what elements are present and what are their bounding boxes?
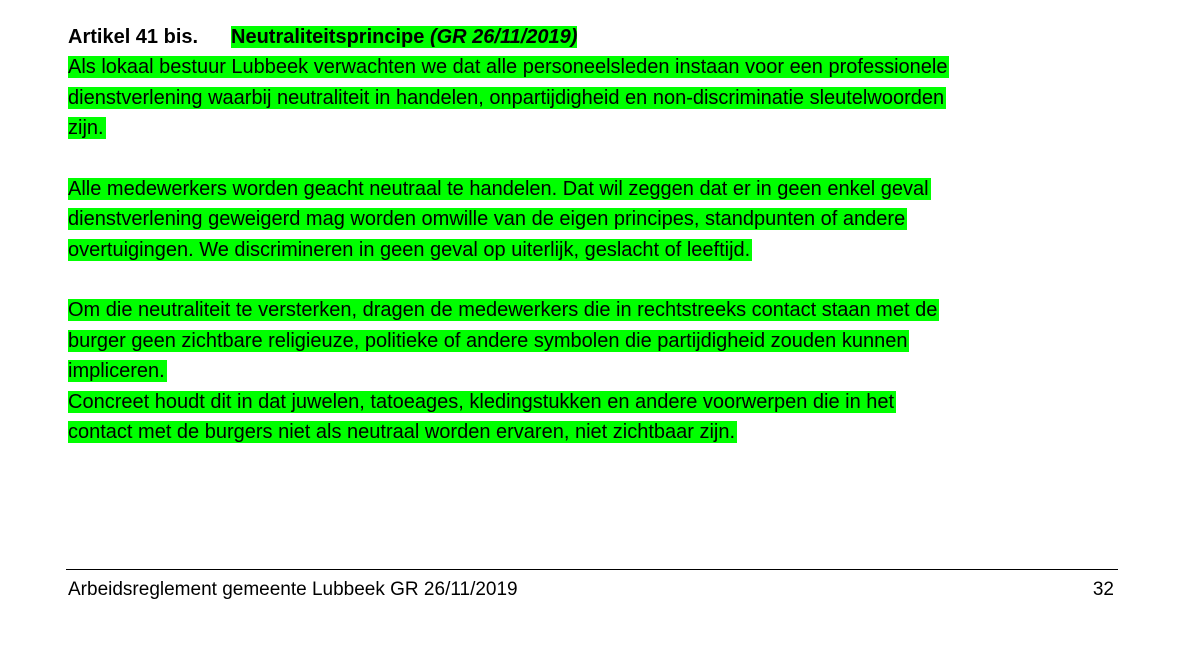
page-number: 32 [1092, 579, 1114, 600]
paragraph-1 [68, 52, 1118, 144]
article-heading [68, 22, 1118, 52]
paragraph-line: burger geen zichtbare religieuze, politieke of andere symbolen die partijdigheid zouden kunnen [68, 329, 908, 352]
paragraph-3 [68, 295, 1118, 448]
document-page [68, 22, 1118, 448]
paragraph-spacer [68, 144, 1118, 174]
paragraph-spacer [68, 265, 1118, 295]
article-number: Artikel 41 bis. [68, 26, 199, 48]
paragraph-2 [68, 174, 1118, 266]
paragraph-line: overtuigingen. We discrimineren in geen geval op uiterlijk, geslacht of leeftijd. [68, 238, 751, 261]
paragraph-line: Concreet houdt dit in dat juwelen, tatoeages, kledingstukken en andere voorwerpen die in het [68, 390, 895, 413]
paragraph-line: contact met de burgers niet als neutraal worden ervaren, niet zichtbaar zijn. [68, 421, 736, 443]
paragraph-line: Alle medewerkers worden geacht neutraal te handelen. Dat wil zeggen dat er in geen enkel geval [68, 177, 929, 200]
page-footer [68, 577, 1114, 603]
paragraph-line: dienstverlening waarbij neutraliteit in handelen, onpartijdigheid en non-discriminatie sleutelwoorden [68, 86, 945, 109]
paragraph-line: Als lokaal bestuur Lubbeek verwachten we dat alle personeelsleden instaan voor een professionele [68, 56, 948, 78]
paragraph-line: dienstverlening geweigerd mag worden omwille van de eigen principes, standpunten of andere [68, 208, 906, 230]
article-title: Neutraliteitsprincipe [231, 26, 425, 48]
footer-divider [66, 569, 1118, 570]
paragraph-line: zijn. [68, 117, 104, 139]
article-title-highlight [231, 26, 577, 48]
footer-text: Arbeidsreglement gemeente Lubbeek GR 26/11/2019 [68, 579, 518, 600]
article-date: (GR 26/11/2019) [429, 26, 578, 48]
paragraph-line: impliceren. [68, 360, 165, 382]
paragraph-line: Om die neutraliteit te versterken, dragen de medewerkers die in rechtstreeks contact staan met de [68, 299, 938, 321]
